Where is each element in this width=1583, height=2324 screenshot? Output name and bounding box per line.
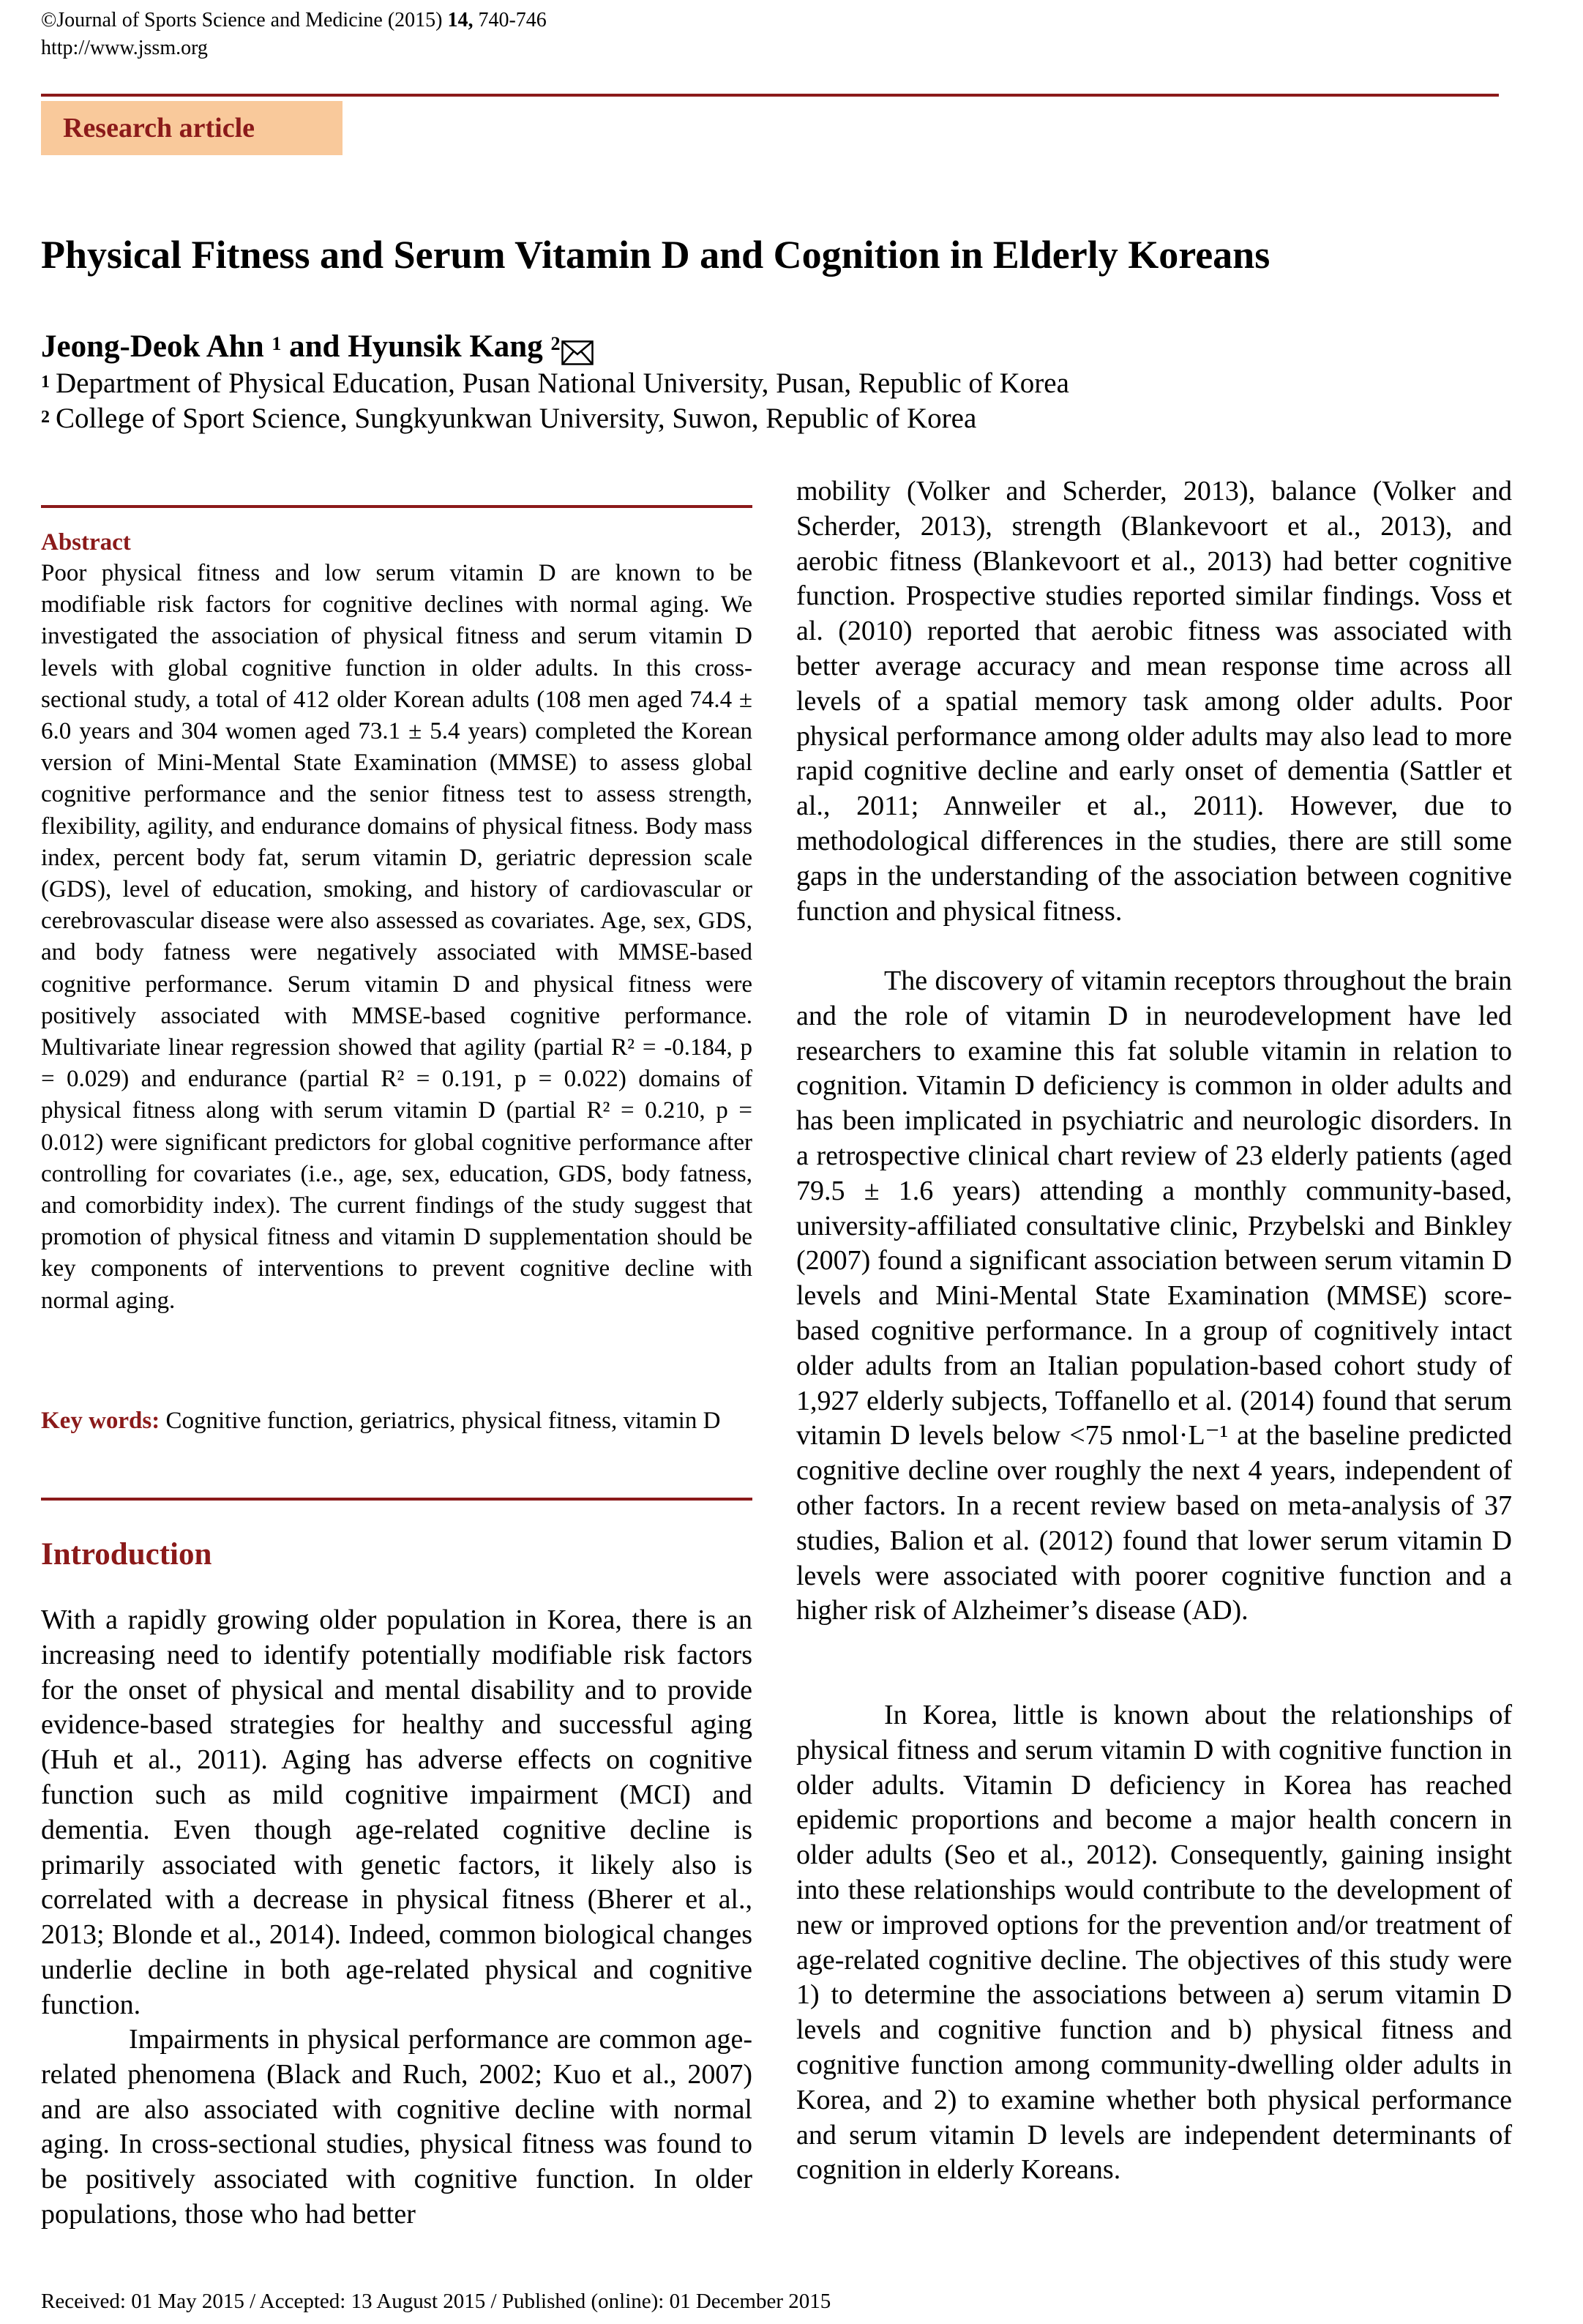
right-paragraph-3: In Korea, little is known about the relationships of physical fitness and serum vitamin D with cognitive function in older adults. Vitamin D deficiency in Korea has reached epidemic proportions and become a major health concern in older adults (Seo et al., 2012). Consequently, gaining insight into these relationships would contribute to the development of new or improved options for the prevention and/or treatment of age-related cognitive decline. The objectives of this study were 1) to determine the associations between a) serum vitamin D levels and cognitive function and b) physical fitness and cognitive function among community-dwelling older adults in Korea, and 2) to examine whether both physical performance and serum vitamin D levels are independent determinants of cognition in elderly Koreans. xyxy=(796,1700,1512,2186)
header-rule xyxy=(41,94,1499,97)
keywords xyxy=(41,1405,752,1437)
journal-citation: ©Journal of Sports Science and Medicine (2015) 14, 740-746 xyxy=(41,9,547,31)
introduction-heading: Introduction xyxy=(41,1537,212,1572)
author-1: Jeong-Deok Ahn xyxy=(41,329,264,364)
abstract-top-rule xyxy=(41,505,752,508)
keywords-text: Cognitive function, geriatrics, physical fitness, vitamin D xyxy=(160,1408,721,1434)
keywords-label: Key words: xyxy=(41,1408,160,1434)
article-type-badge: Research article xyxy=(41,101,343,155)
journal-url[interactable]: http://www.jssm.org xyxy=(41,37,208,59)
journal-volume: 14, xyxy=(447,9,474,31)
journal-pages: 740-746 xyxy=(473,9,547,31)
abstract-heading: Abstract xyxy=(41,529,131,556)
affiliation-2: $^2$ College of Sport Science, Sungkyunkwan University, Suwon, Republic of Korea xyxy=(41,403,977,434)
author-1-affiliation: 1 xyxy=(272,333,282,354)
right-paragraph-2: The discovery of vitamin receptors throughout the brain and the role of vitamin D in neurodevelopment have led researchers to examine this fat soluble vitamin in relation to cognition. Vitamin D deficiency is common in older adults and has been implicated in psychiatric and neurologic disorders. In a retrospective clinical chart review of 23 elderly patients (aged 79.5 ± 1.6 years) attending a monthly community-based, university-affiliated consultative clinic, Przybelski and Binkley (2007) found a significant association between serum vitamin D levels and Mini-Mental State Examination (MMSE) score-based cognitive performance. In a group of cognitively intact older adults from an Italian population-based cohort study of 1,927 elderly subjects, Toffanello et al. (2014) found that serum vitamin D levels below <75 nmol·L⁻¹ at the baseline predicted cognitive decline over roughly the next 4 years, independent of other factors. In a recent review based on meta-analysis of 37 studies, Balion et al. (2012) found that lower serum vitamin D levels were associated with poorer cognitive function and a higher risk of Alzheimer’s disease (AD). xyxy=(796,965,1512,1626)
author-2: Hyunsik Kang xyxy=(348,329,543,364)
introduction-paragraph-2: Impairments in physical performance are common age-related phenomena (Black and Ruch, 2002; Kuo et al., 2007) and are also associated with cognitive decline with normal aging. In cross-sectional studies, physical fitness was found to be positively associated with cognitive function. In older populations, those who had better xyxy=(41,2024,752,2230)
right-paragraph-1: mobility (Volker and Scherder, 2013), balance (Volker and Scherder, 2013), strength (Blankevoort et al., 2013), and aerobic fitness (Blankevoort et al., 2013) had better cognitive function. Prospective studies reported similar findings. Voss et al. (2010) reported that aerobic fitness was associated with better average accuracy and mean response time across all levels of a spatial memory task among older adults. Poor physical performance among older adults may also lead to more rapid cognitive decline and early onset of dementia (Sattler et al., 2011; Annweiler et al., 2011). However, due to methodological differences in the studies, there are still some gaps in the understanding of the association between cognitive function and physical fitness. xyxy=(796,476,1512,927)
affiliation-1: $^1$ Department of Physical Education, Pusan National University, Pusan, Republic of Korea xyxy=(41,367,1069,399)
article-title: Physical Fitness and Serum Vitamin D and Cognition in Elderly Koreans xyxy=(41,233,1270,277)
abstract-text: Poor physical fitness and low serum vitamin D are known to be modifiable risk factors for cognitive declines with normal aging. We investigated the association of physical fitness and serum vitamin D levels with global cognitive function in older adults. In this cross-sectional study, a total of 412 older Korean adults (108 men aged 74.4 ± 6.0 years and 304 women aged 73.1 ± 5.4 years) completed the Korean version of Mini-Mental State Examination (MMSE) to assess global cognitive performance and the senior fitness test to assess strength, flexibility, agility, and endurance domains of physical fitness. Body mass index, percent body fat, serum vitamin D, geriatric depression scale (GDS), level of education, smoking, and history of cardiovascular or cerebrovascular disease were also assessed as covariates. Age, sex, GDS, and body fatness were negatively associated with MMSE-based cognitive performance. Serum vitamin D and physical fitness were positively associated with MMSE-based cognitive performance. Multivariate linear regression showed that agility (partial R² = -0.184, p = 0.029) and endurance (partial R² = 0.191, p = 0.022) domains of physical fitness along with serum vitamin D (partial R² = 0.210, p = 0.012) were significant predictors for global cognitive performance after controlling for covariates (i.e., age, sex, education, GDS, body fatness, and comorbidity index). The current findings of the study suggest that promotion of physical fitness and vitamin D supplementation should be key components of interventions to prevent cognitive decline with normal aging. xyxy=(41,560,752,1314)
author-2-affiliation: 2 xyxy=(550,333,561,354)
introduction-top-rule xyxy=(41,1498,752,1501)
introduction-paragraph-1: With a rapidly growing older population in Korea, there is an increasing need to identify potentially modifiable risk factors for the onset of physical and mental disability and to provide evidence-based strategies for healthy and successful aging (Huh et al., 2011). Aging has adverse effects on cognitive function such as mild cognitive impairment (MCI) and dementia. Even though age-related cognitive decline is primarily associated with genetic factors, it likely also is correlated with a decrease in physical fitness (Bherer et al., 2013; Blonde et al., 2014). Indeed, common biological changes underlie decline in both age-related physical and cognitive function. xyxy=(41,1604,752,2020)
author-conjunction: and xyxy=(289,329,340,364)
publication-dates: Received: 01 May 2015 / Accepted: 13 August 2015 / Published (online): 01 December 2015 xyxy=(41,2290,831,2313)
